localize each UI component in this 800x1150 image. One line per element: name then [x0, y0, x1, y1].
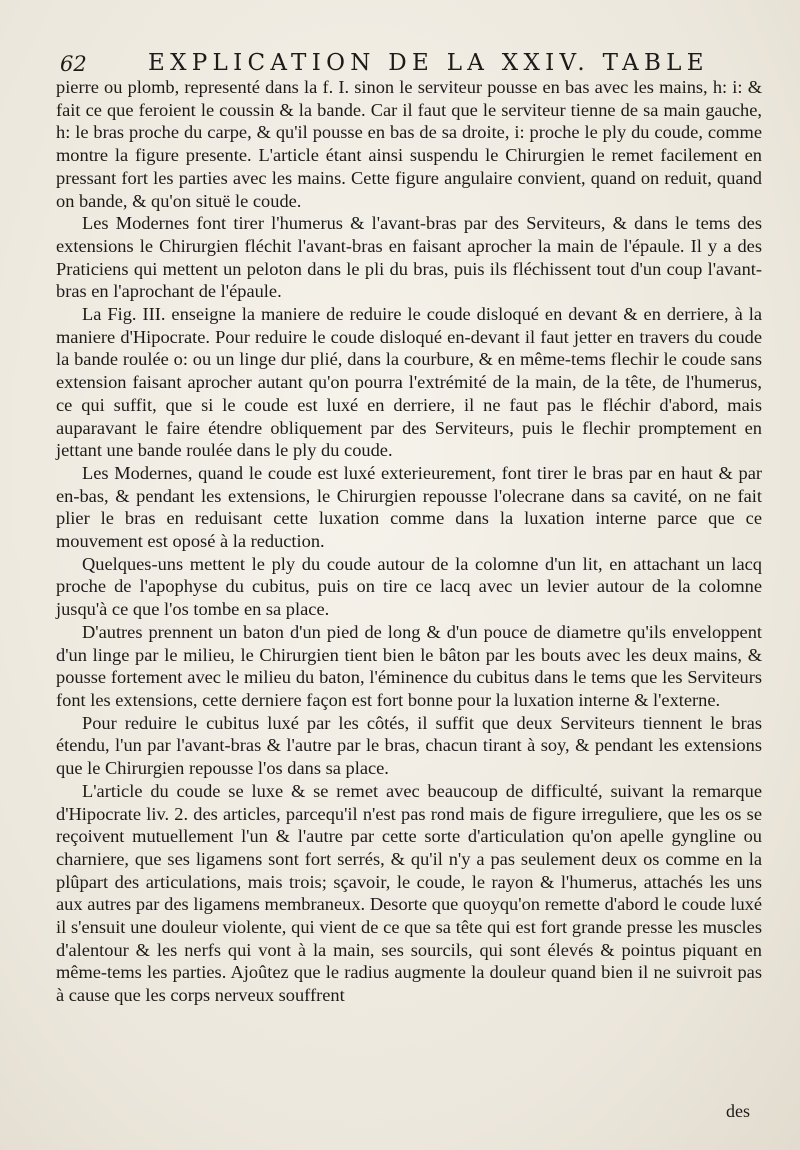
paragraph: D'autres prennent un baton d'un pied de long & d'un pouce de diametre qu'ils enveloppent d'un linge par le milieu, le Chirurgien tient bien le bâton par les bouts avec les deux mains, & pousse fortement avec le milieu du baton, l'éminence du cubitus dans le tems que les Serviteurs font les extensions, cette derniere façon est fort bonne pour la luxation interne & l'externe.: [56, 621, 762, 710]
paragraph: Les Modernes, quand le coude est luxé exterieurement, font tirer le bras par en haut & par en-bas, & pendant les extensions, le Chirurgien repousse l'olecrane dans sa cavité, on ne fait plier le bras en reduisant cette luxation comme dans la luxation interne parce que ce mouvement est oposé à la reduction.: [56, 462, 762, 552]
body-text: [56, 76, 762, 1007]
page-header: [56, 50, 762, 84]
paragraph: Les Modernes font tirer l'humerus & l'avant-bras par des Serviteurs, & dans le tems des extensions le Chirurgien fléchit l'avant-bras en faisant aprocher la main de l'épaule. Il y a des Praticiens qui mettent un peloton dans le pli du bras, puis ils fléchissent tout d'un coup l'avant-bras en l'aprochant de l'épaule.: [56, 213, 762, 302]
running-title: EXPLICATION DE LA XXIV. TABLE: [148, 50, 709, 76]
paragraph: Quelques-uns mettent le ply du coude autour de la colomne d'un lit, en attachant un lacq proche de l'apophyse du cubitus, puis on tire ce lacq avec un levier autour de la colomne jusqu'à ce que l'os tombe en sa place.: [56, 553, 762, 620]
paragraph: L'article du coude se luxe & se remet avec beaucoup de difficulté, suivant la remarque d'Hipocrate liv. 2. des articles, parcequ'il n'est pas rond mais de figure irreguliere, que les os se reçoivent mutuellement l'un & l'autre par cette sorte d'articulation qu'on apelle gyngline ou charniere, que ses ligamens sont fort serrés, & qu'il n'y a pas seulement deux os comme en la plûpart des articulations, mais trois; sçavoir, le coude, le rayon & l'humerus, attachés les uns aux autres par des ligamens membraneux. Desorte que quoyqu'on remette d'abord le coude luxé il s'ensuit une douleur violente, qui vient de ce que sa tête qui est fort grande presse les muscles d'alentour & les nerfs qui vont à la main, ses sourcils, qui sont élevés & pointus piquant en même-tems les parties. Ajoûtez que le radius augmente la douleur quand bien il ne suivroit pas à cause que les corps nerveux souffrent: [56, 780, 762, 1006]
paragraph: pierre ou plomb, representé dans la f. I. sinon le serviteur pousse en bas avec les mains, h: i: & fait ce que feroient le coussin & la bande. Car il faut que le serviteur tienne de sa main gauche, h: le bras proche du carpe, & qu'il pousse en bas de sa droite, i: proche le ply du coude, comme montre la figure presente. L'article étant ainsi suspendu le Chirurgien le remet facilement en pressant fort les parties avec les mains. Cette figure angulaire convient, quand on reduit, quand on bande, & qu'on situë le coude.: [56, 77, 762, 211]
paragraph: La Fig. III. enseigne la maniere de reduire le coude disloqué en devant & en derriere, à la maniere d'Hipocrate. Pour reduire le coude disloqué en-devant il faut jetter en travers du coude la bande roulée o: ou un linge dur plié, dans la courbure, & en même-tems flechir le coude sans extension faisant aprocher autant qu'on pourra l'extrémité de la main, de la tête, de l'humerus, ce qui suffit, que si le coude est luxé en derriere, il ne faut pas le fléchir d'abord, mais auparavant le faire étendre obliquement par des Serviteurs, puis le flechir promptement en jettant une bande roulée dans le ply du coude.: [56, 304, 762, 461]
paragraph: Pour reduire le cubitus luxé par les côtés, il suffit que deux Serviteurs tiennent le bras étendu, l'un par l'avant-bras & l'autre par le bras, chacun tirant à soy, & pendant les extensions que le Chirurgien repousse l'os dans sa place.: [56, 712, 762, 779]
catchword: des: [726, 1101, 750, 1121]
page-number: 62: [60, 52, 87, 76]
